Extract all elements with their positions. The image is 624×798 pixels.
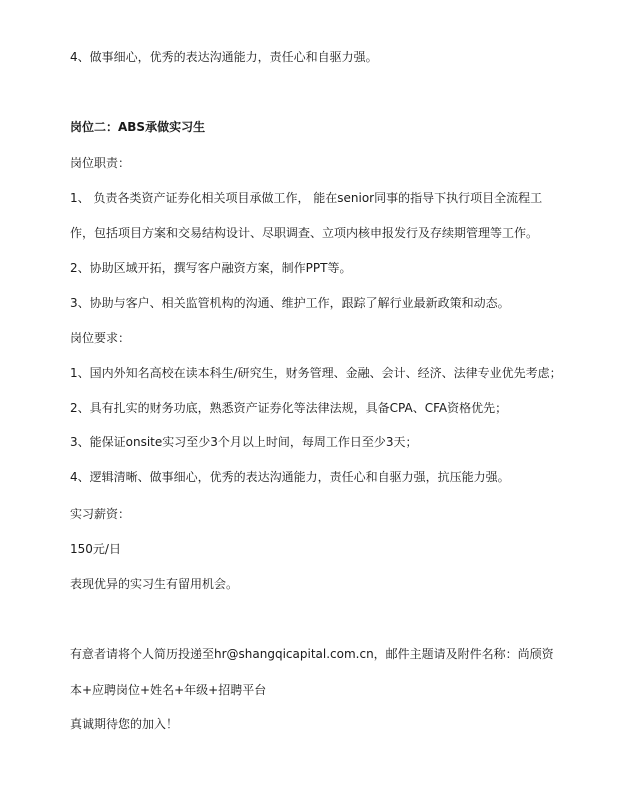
requirement-line-2: 2、具有扎实的财务功底，熟悉资产证券化等法律法规，具备CPA、CFA资格优先；	[70, 401, 508, 415]
closing-line: 真诚期待您的加入！	[70, 717, 179, 731]
responsibility-line-1a: 1、 负责各类资产证券化相关项目承做工作， 能在senior同事的指导下执行项目全流程工	[70, 191, 543, 205]
responsibility-line-3: 3、协助与客户、相关监管机构的沟通、维护工作，跟踪了解行业最新政策和动态。	[70, 296, 510, 310]
salary-label: 实习薪资：	[70, 507, 131, 521]
section-heading-abs-intern: 岗位二：ABS承做实习生	[70, 120, 206, 134]
application-instructions-line-2: 本+应聘岗位+姓名+年级+招聘平台	[70, 683, 267, 697]
application-instructions-line-1: 有意者请将个人简历投递至hr@shangqicapital.com.cn，邮件主题请及附件名称：尚颀资	[70, 647, 554, 661]
responsibility-line-1b: 作，包括项目方案和交易结构设计、尽职调查、立项内核申报发行及存续期管理等工作。	[70, 226, 539, 240]
requirement-line-1: 1、国内外知名高校在读本科生/研究生，财务管理、金融、会计、经济、法律专业优先考虑；	[70, 366, 562, 380]
retention-note: 表现优异的实习生有留用机会。	[70, 577, 239, 591]
responsibilities-label: 岗位职责：	[70, 156, 131, 170]
requirement-line-3: 3、能保证onsite实习至少3个月以上时间，每周工作日至少3天；	[70, 435, 418, 449]
requirements-label: 岗位要求：	[70, 331, 131, 345]
requirement-line-4: 4、逻辑清晰、做事细心，优秀的表达沟通能力，责任心和自驱力强，抗压能力强。	[70, 470, 510, 484]
responsibility-line-2: 2、协助区域开拓，撰写客户融资方案，制作PPT等。	[70, 261, 352, 275]
requirement-line-4-prev: 4、做事细心，优秀的表达沟通能力，责任心和自驱力强。	[70, 50, 378, 64]
salary-value: 150元/日	[70, 542, 121, 556]
